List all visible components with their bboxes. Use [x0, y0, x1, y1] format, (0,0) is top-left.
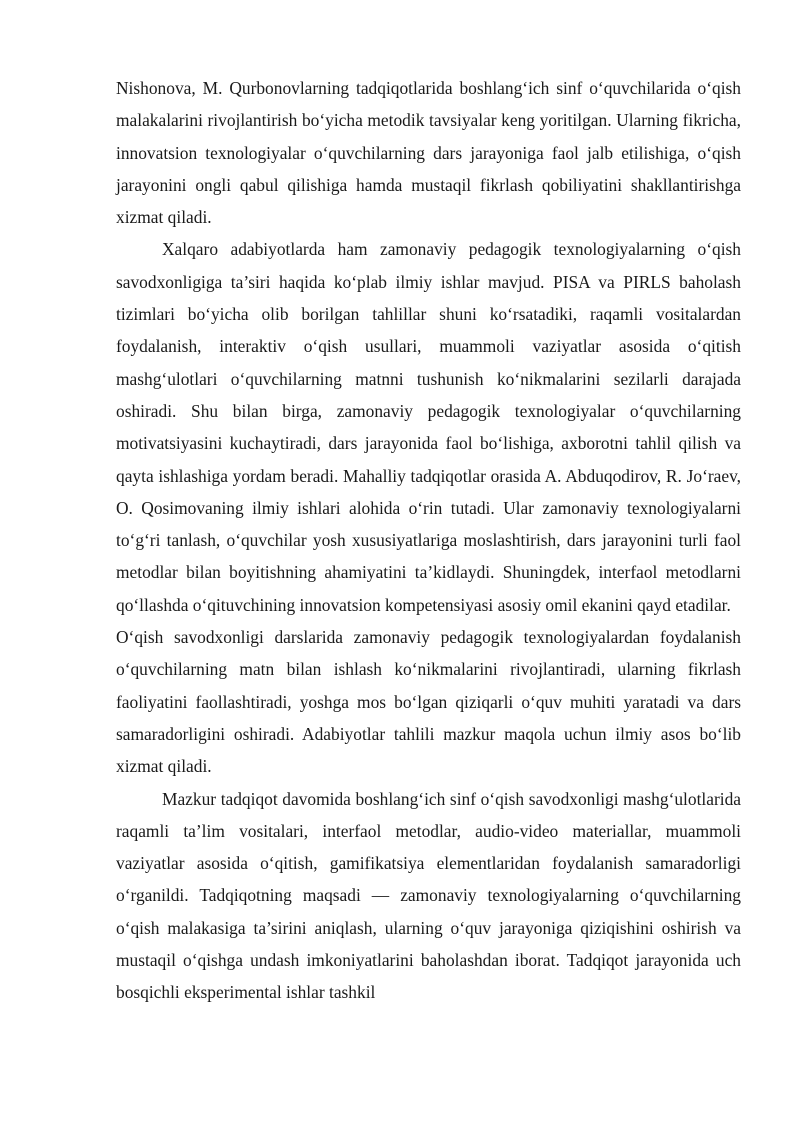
paragraph-4: Mazkur tadqiqot davomida boshlang‘ich sinf o‘qish savodxonligi mashg‘ulotlarida raqamli ta’lim vositalari, interfaol metodlar, audio-video materiallar, muammoli vaziyatlar asosida o‘qitish, gamifikatsiya elementlaridan foydalanish samaradorligi o‘rganildi. Tadqiqotning maqsadi — zamonaviy texnologiyalarning o‘quvchilarning o‘qish malakasiga ta’sirini aniqlash, ularning o‘quv jarayoniga qiziqishini oshirish va mustaqil o‘qishga undash imkoniyatlarini baholashdan iborat. Tadqiqot jarayonida uch bosqichli eksperimental ishlar tashkil: [116, 788, 741, 1003]
paragraph-1: Nishonova, M. Qurbonovlarning tadqiqotlarida boshlang‘ich sinf o‘quvchilarida o‘qish malakalarini rivojlantirish bo‘yicha metodik tavsiyalar keng yoritilgan. Ularning fikricha, innovatsion texnologiyalar o‘quvchilarning dars jarayoniga faol jalb etilishiga, o‘qish jarayonini ongli qabul qilishiga hamda mustaqil fikrlash qobiliyatini shakllantirishga xizmat qiladi.: [116, 78, 741, 228]
paragraph-2: Xalqaro adabiyotlarda ham zamonaviy pedagogik texnologiyalarning o‘qish savodxonligiga ta’siri haqida ko‘plab ilmiy ishlar mavjud. PISA va PIRLS baholash tizimlari bo‘yicha olib borilgan tahlillar shuni ko‘rsatadiki, raqamli vositalardan foydalanish, interaktiv o‘qish usullari, muammoli vaziyatlar asosida o‘qitish mashg‘ulotlari o‘quvchilarning matnni tushunish ko‘nikmalarini sezilarli darajada oshiradi. Shu bilan birga, zamonaviy pedagogik texnologiyalar o‘quvchilarning motivatsiyasini kuchaytiradi, dars jarayonida faol bo‘lishiga, axborotni tahlil qilish va qayta ishlashiga yordam beradi. Mahalliy tadqiqotlar orasida A. Abduqodirov, R. Jo‘raev, O. Qosimovaning ilmiy ishlari alohida o‘rin tutadi. Ular zamonaviy texnologiyalarni to‘g‘ri tanlash, o‘quvchilar yosh xususiyatlariga moslashtirish, dars jarayonini turli faol metodlar bilan boyitishning ahamiyatini ta’kidlaydi. Shuningdek, interfaol metodlarni qo‘llashda o‘qituvchining innovatsion kompetensiyasi asosiy omil ekanini qayd etadilar.: [116, 239, 741, 615]
paragraph-3: O‘qish savodxonligi darslarida zamonaviy pedagogik texnologiyalardan foydalanish o‘quvchilarning matn bilan ishlash ko‘nikmalarini rivojlantiradi, ularning fikrlash faoliyatini faollashtiradi, yoshga mos bo‘lgan qiziqarli o‘quv muhiti yaratadi va dars samaradorligini oshiradi. Adabiyotlar tahlili mazkur maqola uchun ilmiy asos bo‘lib xizmat qiladi.: [116, 627, 741, 777]
document-page: [116, 72, 741, 1009]
